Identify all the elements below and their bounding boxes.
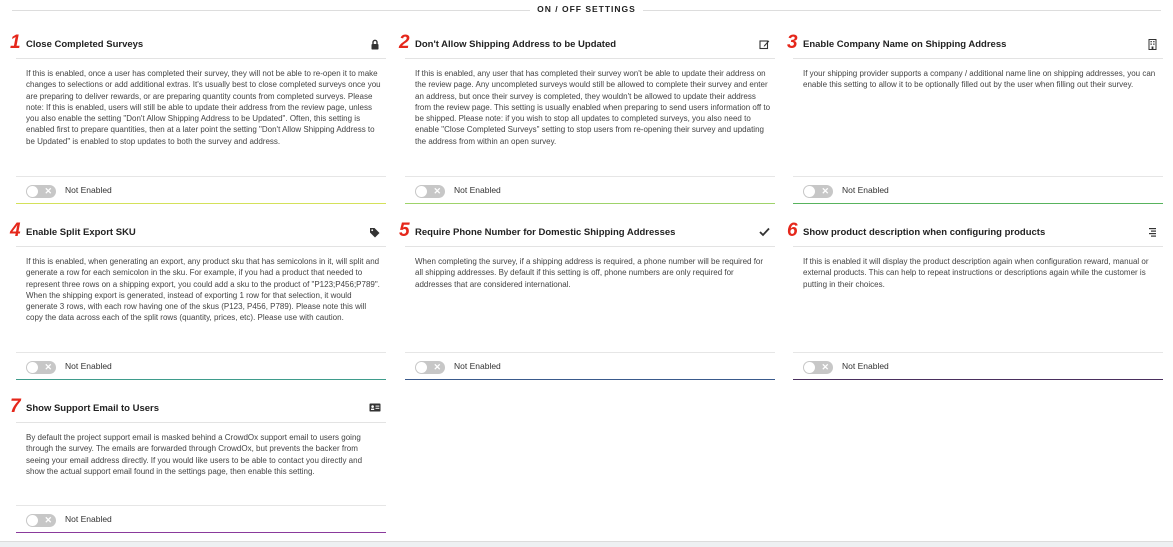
toggle-status-label: Not Enabled (454, 185, 501, 195)
close-icon: ✕ (44, 186, 52, 196)
annotation-number: 6 (787, 220, 798, 241)
card-header (787, 32, 1163, 59)
card-title: Show Support Email to Users (26, 403, 160, 414)
toggle-status-label: Not Enabled (65, 514, 112, 524)
toggle-status-label: Not Enabled (65, 185, 112, 195)
card-accent-line (405, 203, 775, 204)
card-footer (793, 352, 1163, 380)
annotation-number: 3 (787, 32, 798, 53)
card-header (10, 396, 386, 423)
card-description: If this is enabled, any user that has completed their survey won't be able to update their address on the review page. Any uncompleted surveys would still be allowed to complete their survey and enter an address, but once their survey is completed, they wouldn't be allowed to update their address from the review page. This setting is usually enabled when preparing to send users information off to be shipped. Please note: if you wish to stop all updates to completed surveys, you also need to enable "Close Completed Surveys" setting to stop users from re-opening their survey and updating the address from within an open survey. (415, 69, 771, 146)
close-icon: ✕ (433, 186, 441, 196)
card-footer (16, 176, 386, 204)
annotation-number: 2 (399, 32, 410, 53)
card-description: If this is enabled, when generating an export, any product sku that has semicolons in it, will split and generate a row for each semicolon in the sku. For example, if you had a product that needed to represent three rows on a shipping export, you could add a sku to the product of "P123;P456;P789". When the shipping export is generated, instead of exporting 1 row for that selection, it would generate 3 rows, with each row having one of the skus (P123, P456, P789). Please note this will copy the data across each of the split rows (quantity, prices, etc). Please use with caution. (26, 257, 380, 323)
card-accent-line (16, 532, 386, 533)
tags-icon (368, 227, 382, 239)
card-footer (405, 352, 775, 380)
close-icon: ✕ (44, 362, 52, 372)
card-description: When completing the survey, if a shipping address is required, a phone number will be required for all shipping addresses. By default if this setting is off, phone numbers are only required for addresses that are considered international. (415, 257, 764, 289)
enable-toggle[interactable] (26, 514, 56, 527)
toggle-status-label: Not Enabled (65, 361, 112, 371)
card-header (399, 220, 775, 247)
close-icon: ✕ (821, 362, 829, 372)
card-description: By default the project support email is masked behind a CrowdOx support email to users going through the survey. The emails are forwarded through CrowdOx, but prevents the backer from seeing your email address directly. If you would like users to be able to contact you directly and show the actual support email found in the settings page, then enable this setting. (26, 433, 363, 476)
card-footer (405, 176, 775, 204)
close-icon: ✕ (433, 362, 441, 372)
card-header (10, 32, 386, 59)
edit-icon (757, 39, 771, 51)
setting-card-close-completed-surveys (10, 32, 386, 205)
card-header (399, 32, 775, 59)
card-title: Require Phone Number for Domestic Shipping Addresses (415, 227, 676, 238)
close-icon: ✕ (44, 515, 52, 525)
card-accent-line (16, 203, 386, 204)
section-title: ON / OFF SETTINGS (537, 4, 636, 14)
card-footer (16, 352, 386, 380)
check-icon (757, 227, 771, 239)
card-description: If your shipping provider supports a company / additional name line on shipping addresses, you can enable this setting to allow it to be optionally filled out by the user when filling out their survey. (803, 69, 1156, 90)
setting-card-show-support-email (10, 396, 386, 534)
building-icon (1145, 39, 1159, 51)
card-header (787, 220, 1163, 247)
setting-card-show-product-description (787, 220, 1163, 381)
toggle-status-label: Not Enabled (842, 361, 889, 371)
card-accent-line (793, 203, 1163, 204)
toggle-status-label: Not Enabled (842, 185, 889, 195)
setting-card-dont-allow-address-update (399, 32, 775, 205)
setting-card-enable-split-export-sku (10, 220, 386, 381)
card-footer (16, 505, 386, 533)
id-card-icon (368, 403, 382, 415)
card-title: Don't Allow Shipping Address to be Updated (415, 39, 617, 50)
card-title: Enable Company Name on Shipping Address (803, 39, 1007, 50)
enable-toggle[interactable] (26, 361, 56, 374)
enable-toggle[interactable] (415, 361, 445, 374)
enable-toggle[interactable] (803, 361, 833, 374)
align-right-icon (1145, 227, 1159, 239)
card-description: If this is enabled it will display the product description again when configuration reward, manual or external products. This can help to repeat instructions or descriptions again while the customer is putting in their choices. (803, 257, 1149, 289)
setting-card-enable-company-name (787, 32, 1163, 205)
enable-toggle[interactable] (415, 185, 445, 198)
annotation-number: 5 (399, 220, 410, 241)
card-title: Show product description when configuring products (803, 227, 1046, 238)
card-header (10, 220, 386, 247)
card-description: If this is enabled, once a user has completed their survey, they will not be able to re-open it to make changes to selections or add additional extras. It's usually best to close completed surveys once you are preparing to deliver rewards, or are preparing quantity counts from completed surveys. Please note: If this is enabled, users will still be able to update their address from the review page, unless you also enable the setting "Don't Allow Shipping Address to be Updated". Often, this setting is enabled first to prepare quantities, then at a later point the setting "Don't Allow Shipping Address to be Updated" is enabled to stop updates to both the survey and address. (26, 69, 381, 146)
divider (12, 10, 530, 11)
annotation-number: 7 (10, 396, 21, 417)
card-accent-line (793, 379, 1163, 380)
setting-card-require-phone-number (399, 220, 775, 381)
section-header (0, 4, 1173, 16)
card-accent-line (405, 379, 775, 380)
toggle-status-label: Not Enabled (454, 361, 501, 371)
annotation-number: 1 (10, 32, 21, 53)
close-icon: ✕ (821, 186, 829, 196)
annotation-number: 4 (10, 220, 21, 241)
divider (643, 10, 1161, 11)
enable-toggle[interactable] (26, 185, 56, 198)
card-title: Close Completed Surveys (26, 39, 144, 50)
card-title: Enable Split Export SKU (26, 227, 136, 238)
enable-toggle[interactable] (803, 185, 833, 198)
lock-icon (368, 39, 382, 51)
card-footer (793, 176, 1163, 204)
card-accent-line (16, 379, 386, 380)
